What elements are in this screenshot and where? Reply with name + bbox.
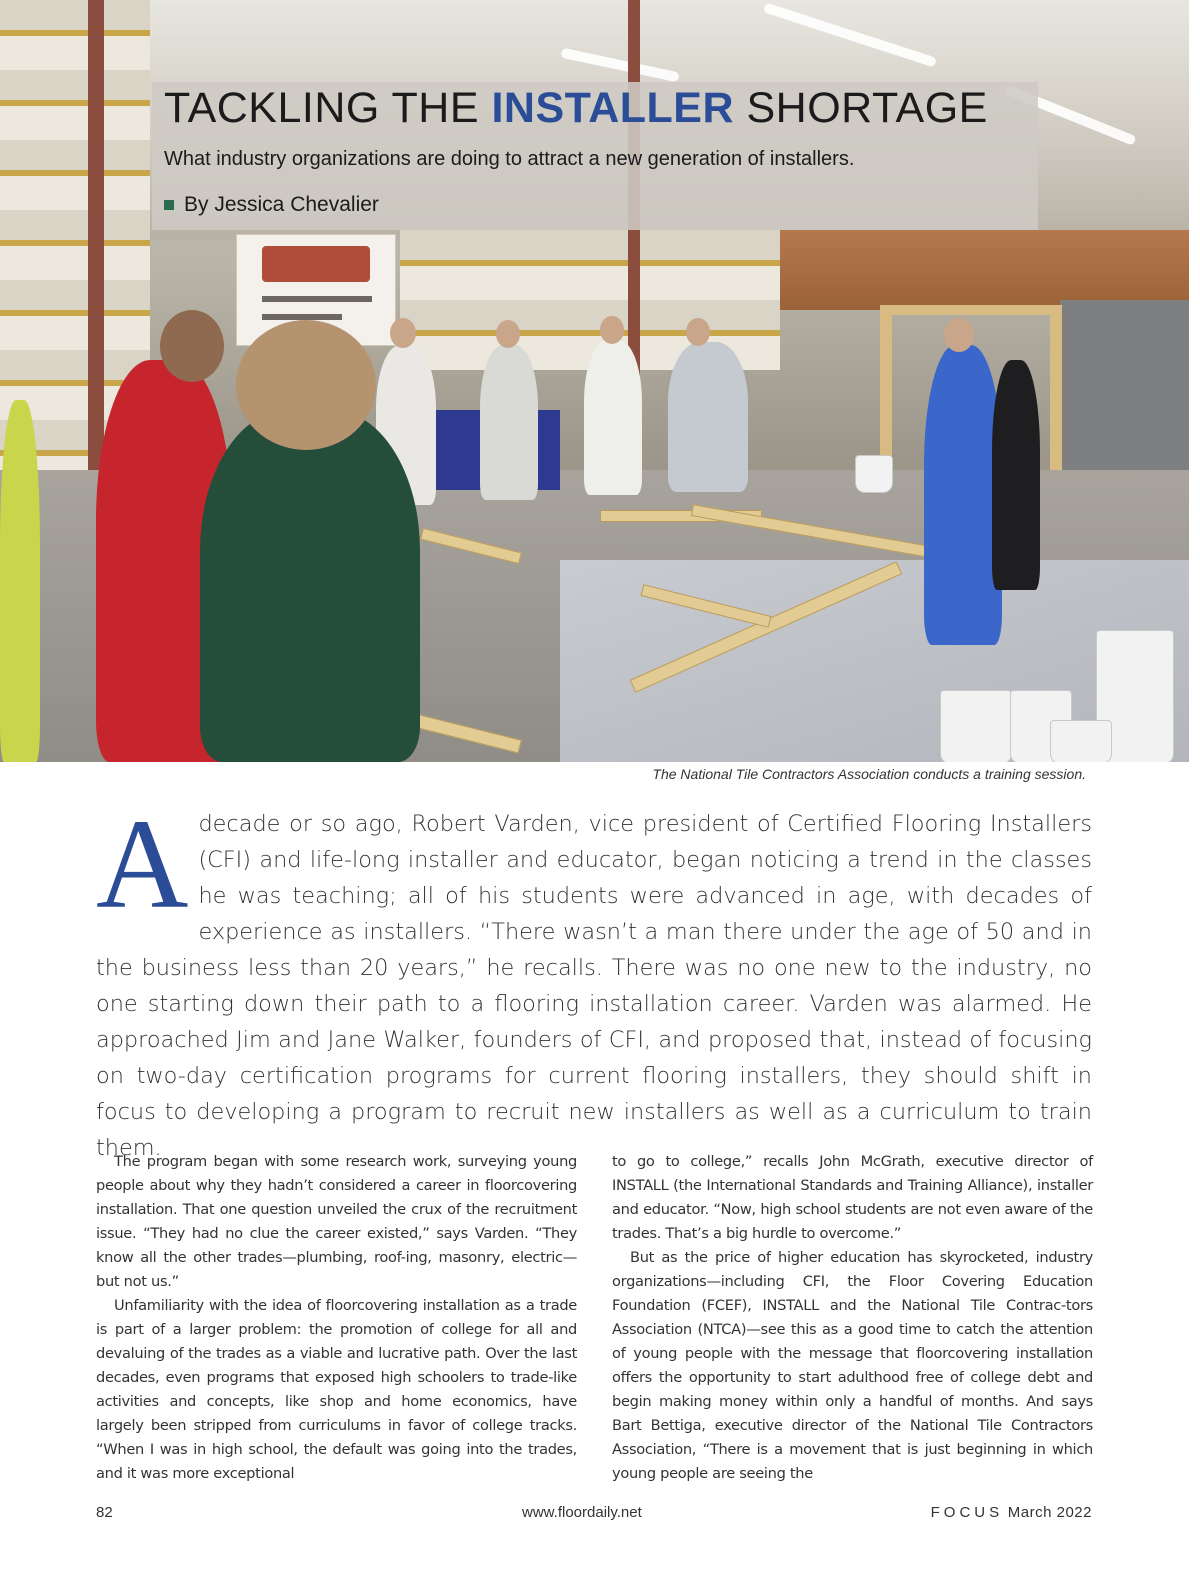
person — [480, 345, 538, 500]
person-head — [160, 310, 224, 382]
bucket — [1050, 720, 1112, 762]
support-column — [88, 0, 104, 520]
issue-date: March 2022 — [1007, 1504, 1092, 1521]
body-paragraph: But as the price of higher education has skyrocketed, industry organizations—including CFI, the Floor Covering Education Foundation (FCEF), INSTALL and the National Tile Contrac-tors Association (NTCA)—see this as a good time to catch the attention of young people with the message that floorcovering installation offers the opportunity to start adulthood free of college debt and begin making money within only a handful of months. And says Bart Bettiga, executive director of the National Tile Contractors Association, “There is a movement that is just beginning in which young people are seeing the — [612, 1249, 1093, 1482]
bullet-square-icon — [164, 200, 174, 210]
person — [0, 400, 40, 762]
byline-text: By Jessica Chevalier — [184, 193, 379, 216]
photo-caption: The National Tile Contractors Association conducts a training session. — [652, 766, 1086, 782]
article-title — [164, 84, 988, 133]
issue-name: FOCUS — [930, 1504, 1004, 1521]
person-head — [600, 316, 624, 344]
person-head — [686, 318, 710, 346]
person-head — [236, 320, 376, 450]
instructor — [924, 345, 1002, 645]
byline — [164, 193, 379, 217]
body-column-right — [612, 1150, 1093, 1486]
bucket — [940, 690, 1012, 762]
title-suffix: SHORTAGE — [734, 84, 988, 132]
wood-frame — [1050, 305, 1062, 495]
person-green-jacket — [200, 410, 420, 762]
lead-text: decade or so ago, Robert Varden, vice president of Certified Flooring Installers (CFI) and life-long installer and educator, began noticing a trend in the classes he was teaching; all of his students were advanced in age, with decades of experience as installers. “There wasn’t a man there under the age of 50 and in the business less than 20 years,” he recalls. There was no one new to the industry, no one starting down their path to a flooring installation career. Varden was alarmed. He approached Jim and Jane Walker, founders of CFI, and proposed that, instead of focusing on two-day certification programs for current flooring installers, they should shift in focus to developing a program to recruit new installers as well as a curriculum to train them. — [96, 811, 1092, 1161]
article-subtitle: What industry organizations are doing to attract a new generation of installers. — [164, 148, 855, 170]
grazzini-logo — [262, 246, 370, 282]
title-prefix: TACKLING THE — [164, 84, 492, 132]
title-accent: INSTALLER — [491, 84, 735, 132]
page-number: 82 — [96, 1504, 113, 1521]
person-head — [496, 320, 520, 348]
person — [992, 360, 1040, 590]
footer-url: www.floordaily.net — [522, 1504, 642, 1521]
drop-cap: A — [96, 793, 189, 935]
person — [584, 340, 642, 495]
person — [668, 342, 748, 492]
body-paragraph: Unfamiliarity with the idea of floorcovering installation as a trade is part of a larger problem: the promotion of college for all and devaluing of the trades as a viable and lucrative path. Over the last decades, even programs that exposed high schoolers to trade-like activities and concepts, like shop and home economics, have largely been stripped from curriculums in favor of college tracks. “When I was in high school, the default was going into the trades, and it was more exceptional — [96, 1297, 577, 1482]
body-column-left — [96, 1150, 577, 1486]
person-head — [390, 318, 416, 348]
person-head — [944, 318, 974, 352]
banner-text-line — [262, 296, 372, 302]
bucket — [855, 455, 893, 493]
lead-paragraph — [96, 793, 1092, 1166]
body-paragraph: The program began with some research work, surveying young people about why they hadn’t considered a career in floorcovering installation. That one question unveiled the crux of the recruitment issue. “They had no clue the career existed,” says Varden. “They know all the other trades—plumbing, roof-ing, masonry, electric—but not us.” — [96, 1153, 577, 1290]
footer-issue — [931, 1504, 1092, 1521]
body-paragraph: to go to college,” recalls John McGrath, executive director of INSTALL (the International Standards and Training Alliance), installer and educator. “Now, high school students are not even aware of the trades. That’s a big hurdle to overcome.” — [612, 1153, 1093, 1242]
wood-frame — [880, 305, 1062, 315]
wood-wall — [780, 230, 1189, 310]
